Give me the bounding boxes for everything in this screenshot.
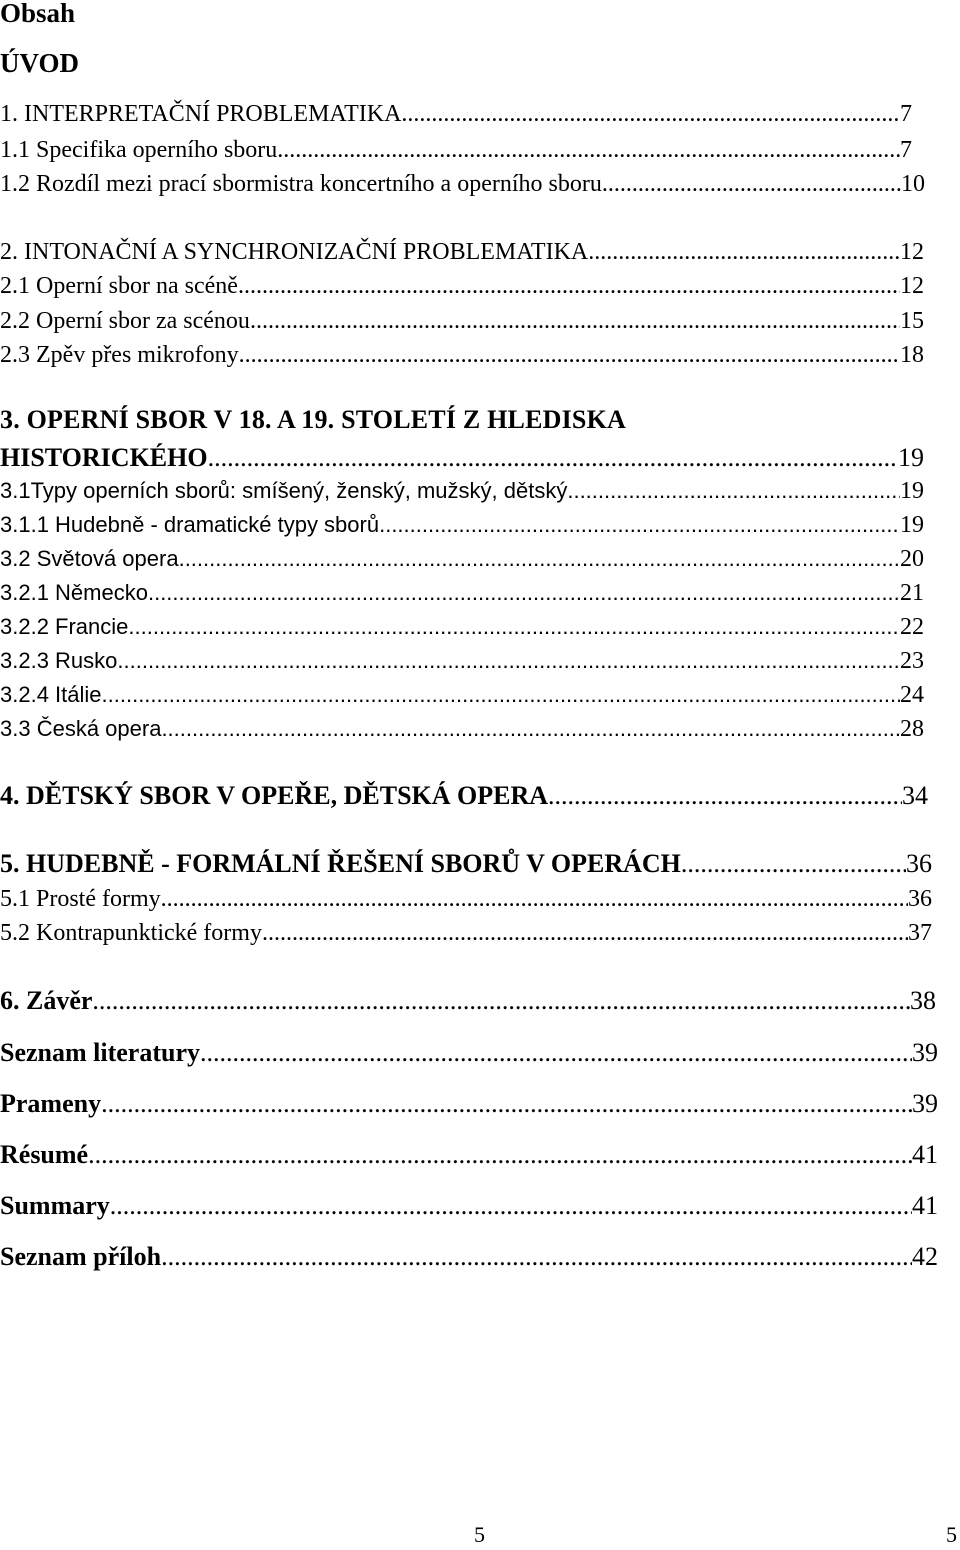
- toc-entry-2-3[interactable]: [0, 339, 924, 371]
- toc-leader: [379, 509, 900, 541]
- toc-entry-1-2[interactable]: [0, 168, 925, 200]
- toc-leader: [602, 168, 901, 200]
- toc-entry-label: 2. INTONAČNÍ A SYNCHRONIZAČNÍ PROBLEMATIKA: [0, 239, 589, 265]
- toc-entry-page: 15: [900, 308, 924, 334]
- toc-entry-3[interactable]: [0, 442, 924, 474]
- toc-entry-page: 39: [912, 1089, 938, 1118]
- toc-entry-page: 38: [910, 986, 936, 1015]
- toc-entry-page: 28: [900, 716, 924, 742]
- toc-entry-label: Summary: [0, 1191, 110, 1220]
- toc-entry-page: 41: [912, 1140, 938, 1169]
- toc-entry-sources[interactable]: [0, 1088, 938, 1120]
- toc-entry-page: 39: [912, 1038, 938, 1067]
- toc-entry-1-1[interactable]: [0, 134, 912, 166]
- toc-leader: [238, 270, 900, 302]
- toc-entry-page: 24: [900, 682, 924, 708]
- toc-leader: [161, 883, 908, 915]
- toc-leader: [250, 305, 900, 337]
- toc-entry-page: 22: [900, 614, 924, 640]
- toc-leader: [88, 1139, 912, 1171]
- toc-leader: [179, 543, 900, 575]
- toc-leader: [200, 1037, 912, 1069]
- toc-entry-label: 6. Závěr: [0, 986, 93, 1015]
- toc-entry-label: 2.2 Operní sbor za scénou: [0, 308, 250, 334]
- toc-entry-label: Seznam literatury: [0, 1038, 201, 1067]
- toc-entry-label: 3.1Typy operních sborů: smíšený, ženský, mužský, dětský: [0, 478, 568, 503]
- toc-entry-2-1[interactable]: [0, 270, 924, 302]
- toc-entry-label: 3.2.2 Francie: [0, 614, 129, 639]
- footer-page-number: 5: [474, 1522, 485, 1547]
- toc-entry-3-2-3[interactable]: [0, 645, 924, 677]
- toc-leader: [681, 848, 906, 880]
- toc-entry-page: 18: [900, 342, 924, 368]
- toc-entry-label: 1.2 Rozdíl mezi prací sbormistra koncertního a operního sboru: [0, 171, 602, 197]
- toc-entry-page: 42: [912, 1242, 938, 1271]
- toc-entry-label: 3.2.3 Rusko: [0, 648, 118, 673]
- toc-title: Obsah: [0, 0, 76, 28]
- toc-entry-label: 5.2 Kontrapunktické formy: [0, 920, 262, 946]
- toc-leader: [239, 339, 900, 371]
- toc-entry-page: 21: [900, 580, 924, 606]
- toc-entry-page: 37: [908, 920, 932, 946]
- toc-entry-6[interactable]: [0, 985, 936, 1017]
- toc-entry-label: 2.3 Zpěv přes mikrofony: [0, 342, 239, 368]
- toc-entry-3-2-2[interactable]: [0, 611, 924, 643]
- toc-entry-2[interactable]: [0, 236, 924, 268]
- toc-entry-page: 23: [900, 648, 924, 674]
- toc-entry-label: 3.2.4 Itálie: [0, 682, 102, 707]
- toc-entry-label: 3.3 Česká opera: [0, 716, 162, 741]
- toc-leader: [208, 442, 898, 474]
- toc-entry-page: 20: [900, 546, 924, 572]
- toc-entry-5-1[interactable]: [0, 883, 932, 915]
- toc-entry-literature[interactable]: [0, 1037, 938, 1069]
- toc-entry-label: 2.1 Operní sbor na scéně: [0, 273, 238, 299]
- toc-leader: [401, 98, 900, 130]
- toc-entry-page: 34: [902, 781, 928, 810]
- toc-leader: [117, 645, 900, 677]
- toc-entry-1[interactable]: [0, 98, 912, 130]
- toc-entry-page: 12: [900, 273, 924, 299]
- toc-entry-label: 3.1.1 Hudebně - dramatické typy sborů: [0, 512, 380, 537]
- toc-leader: [161, 1241, 912, 1273]
- toc-entry-page: 41: [912, 1191, 938, 1220]
- toc-entry-page: 19: [900, 478, 924, 504]
- toc-leader: [588, 236, 900, 268]
- toc-entry-page: 7: [900, 101, 912, 127]
- toc-entry-5-2[interactable]: [0, 917, 932, 949]
- toc-entry-summary[interactable]: [0, 1190, 938, 1222]
- toc-leader: [101, 1088, 912, 1120]
- toc-entry-appendices[interactable]: [0, 1241, 938, 1273]
- toc-entry-label: Prameny: [0, 1089, 102, 1118]
- toc-entry-resume[interactable]: [0, 1139, 938, 1171]
- toc-entry-page: 19: [900, 512, 924, 538]
- intro-heading: ÚVOD: [0, 48, 79, 78]
- toc-leader: [128, 611, 900, 643]
- toc-entry-page: 36: [908, 886, 932, 912]
- toc-entry-page: 7: [900, 137, 912, 163]
- toc-leader: [277, 134, 900, 166]
- toc-entry-3-1-1[interactable]: [0, 509, 924, 541]
- toc-entry-2-2[interactable]: [0, 305, 924, 337]
- toc-entry-label: HISTORICKÉHO: [0, 443, 208, 472]
- toc-leader: [567, 475, 900, 507]
- toc-entry-page: 12: [900, 239, 924, 265]
- toc-entry-label: Seznam příloh: [0, 1242, 162, 1271]
- toc-leader: [161, 713, 900, 745]
- toc-leader: [92, 985, 910, 1017]
- toc-entry-3-line1[interactable]: 3. OPERNÍ SBOR V 18. A 19. STOLETÍ Z HLEDISKA: [0, 405, 626, 434]
- toc-entry-3-2-4[interactable]: [0, 679, 924, 711]
- toc-leader: [102, 679, 900, 711]
- toc-entry-label: Résumé: [0, 1140, 89, 1169]
- toc-entry-3-3[interactable]: [0, 713, 924, 745]
- toc-leader: [110, 1190, 912, 1222]
- toc-entry-page: 10: [901, 171, 925, 197]
- toc-entry-page: 36: [906, 849, 932, 878]
- toc-entry-3-2-1[interactable]: [0, 577, 924, 609]
- toc-leader: [262, 917, 908, 949]
- toc-entry-label: 5. HUDEBNĚ - FORMÁLNÍ ŘEŠENÍ SBORŮ V OPERÁCH: [0, 849, 681, 878]
- toc-entry-3-1[interactable]: [0, 475, 924, 507]
- toc-entry-label: 3.2.1 Německo: [0, 580, 148, 605]
- toc-entry-label: 1.1 Specifika operního sboru: [0, 137, 278, 163]
- toc-entry-4[interactable]: [0, 780, 928, 812]
- toc-entry-label: 4. DĚTSKÝ SBOR V OPEŘE, DĚTSKÁ OPERA: [0, 781, 549, 810]
- toc-leader: [548, 780, 902, 812]
- footer-page-number-right: 5: [946, 1522, 957, 1547]
- toc-leader: [148, 577, 900, 609]
- toc-entry-page: 19: [898, 443, 924, 472]
- toc-entry-label: 5.1 Prosté formy: [0, 886, 161, 912]
- toc-entry-5[interactable]: [0, 848, 932, 880]
- toc-entry-label: 1. INTERPRETAČNÍ PROBLEMATIKA: [0, 101, 402, 127]
- toc-entry-label: 3.2 Světová opera: [0, 546, 179, 571]
- toc-entry-3-2[interactable]: [0, 543, 924, 575]
